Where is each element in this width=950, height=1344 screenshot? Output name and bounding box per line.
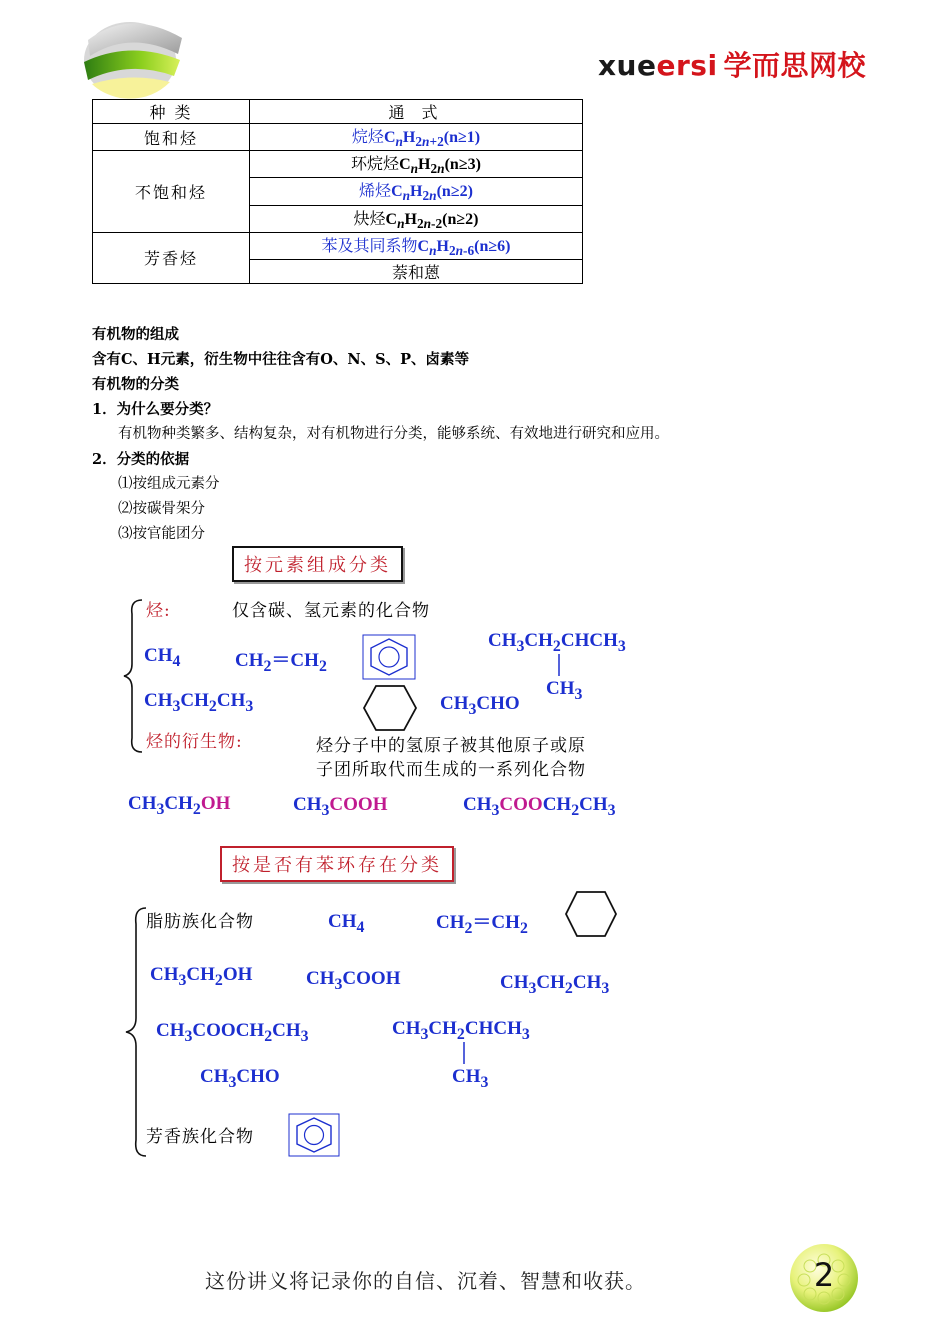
section2-title: 按是否有苯环存在分类	[220, 846, 454, 882]
table-head-formula: 通 式	[250, 100, 583, 124]
row-aromatic-label: 芳香烃	[93, 232, 250, 283]
formula-ethyl-acetate: $CH_3COOCH_2CH_3$	[463, 794, 616, 819]
row-naphthalene: 萘和蒽	[250, 259, 583, 283]
row-alkyne: 炔烃$C_nH_{2n-2}(n\ge 2)$	[250, 205, 583, 232]
question-1: 1．为什么要分类？	[92, 401, 219, 418]
classification-title: 有机物的分类	[92, 376, 179, 393]
section2-brace	[122, 906, 150, 1158]
s2-isobutane-bond	[461, 1042, 467, 1064]
cyclohexane-ring-icon	[362, 684, 418, 732]
row-alkane: 烷烃$C_nH_{2n+2}(n\ge 1)$	[250, 124, 583, 151]
formula-methane: $CH_4$	[144, 645, 181, 670]
hydrocarbon-label: 烃:	[146, 601, 171, 621]
formula-propane: $CH_3CH_2CH_3$	[144, 690, 254, 715]
formula-acetaldehyde: $CH_3CHO$	[440, 693, 520, 718]
s2-cyclohexane-ring-icon	[564, 890, 618, 938]
row-benzene: 苯及其同系物$C_nH_{2n-6}(n\ge 6)$	[250, 232, 583, 259]
formula-ethylene: $CH_2=CH_2$	[235, 650, 327, 675]
basis-item-1: ⑴按组成元素分	[118, 476, 220, 492]
s2-formula-ethyl-acetate: $CH_3COOCH_2CH_3$	[156, 1020, 309, 1045]
formula-isobutane-main: $CH_3CH_2CHCH_3$	[488, 630, 626, 655]
s2-benzene-ring-icon	[288, 1113, 340, 1157]
section1-title: 按元素组成分类	[232, 546, 403, 582]
s2-formula-ethylene: $CH_2=CH_2$	[436, 912, 528, 937]
composition-body: 含有C、H元素，衍生物中往往含有O、N、S、P、卤素等	[92, 351, 469, 368]
brand-latin-a: xue	[598, 49, 657, 82]
derivative-label: 烃的衍生物:	[146, 732, 243, 752]
s2-formula-methane: $CH_4$	[328, 911, 365, 936]
row-unsaturated-label: 不饱和烃	[93, 151, 250, 233]
aliphatic-label: 脂肪族化合物	[146, 912, 254, 932]
s2-formula-acetaldehyde: $CH_3CHO$	[200, 1066, 280, 1091]
composition-title: 有机物的组成	[92, 326, 179, 343]
page-number: 2	[813, 1256, 835, 1294]
question-1-answer: 有机物种类繁多、结构复杂，对有机物进行分类，能够系统、有效地进行研究和应用。	[118, 426, 669, 442]
row-alkene: 烯烃$C_nH_{2n}(n\ge 2)$	[250, 178, 583, 205]
s2-formula-acetic-acid: $CH_3COOH$	[306, 968, 401, 993]
table-head-type: 种 类	[93, 100, 250, 124]
footer-motto: 这份讲义将记录你的自信、沉着、智慧和收获。	[205, 1269, 646, 1293]
formula-isobutane-branch: $CH_3$	[546, 678, 583, 703]
aromatic-label: 芳香族化合物	[146, 1127, 254, 1147]
derivative-definition-1: 烃分子中的氢原子被其他原子或原	[316, 736, 586, 756]
basis-item-3: ⑶按官能团分	[118, 526, 205, 542]
section1-brace	[120, 598, 148, 754]
row-saturated-label: 饱和烃	[93, 124, 250, 151]
row-cycloalkane: 环烷烃$C_nH_{2n}(n\ge 3)$	[250, 151, 583, 178]
question-2: 2．分类的依据	[92, 451, 190, 468]
benzene-ring-icon	[362, 634, 416, 680]
brand-latin-b: ersi	[656, 49, 718, 82]
hydrocarbon-definition: 仅含碳、氢元素的化合物	[232, 601, 430, 621]
s2-formula-isobutane-main: $CH_3CH_2CHCH_3$	[392, 1018, 530, 1043]
s2-formula-isobutane-branch: $CH_3$	[452, 1066, 489, 1091]
s2-formula-propane: $CH_3CH_2CH_3$	[500, 972, 610, 997]
s2-formula-ethanol: $CH_3CH_2OH$	[150, 964, 253, 989]
isobutane-bond	[556, 654, 562, 676]
derivative-definition-2: 子团所取代而生成的一系列化合物	[316, 760, 586, 780]
formula-ethanol: $CH_3CH_2OH$	[128, 793, 231, 818]
brand-cn: 学而思网校	[723, 49, 867, 82]
formula-acetic-acid: $CH_3COOH$	[293, 794, 388, 819]
brand-logo	[598, 44, 866, 84]
school-logo-sphere	[70, 10, 200, 100]
basis-item-2: ⑵按碳骨架分	[118, 501, 205, 517]
hydrocarbon-formula-table	[92, 99, 583, 284]
